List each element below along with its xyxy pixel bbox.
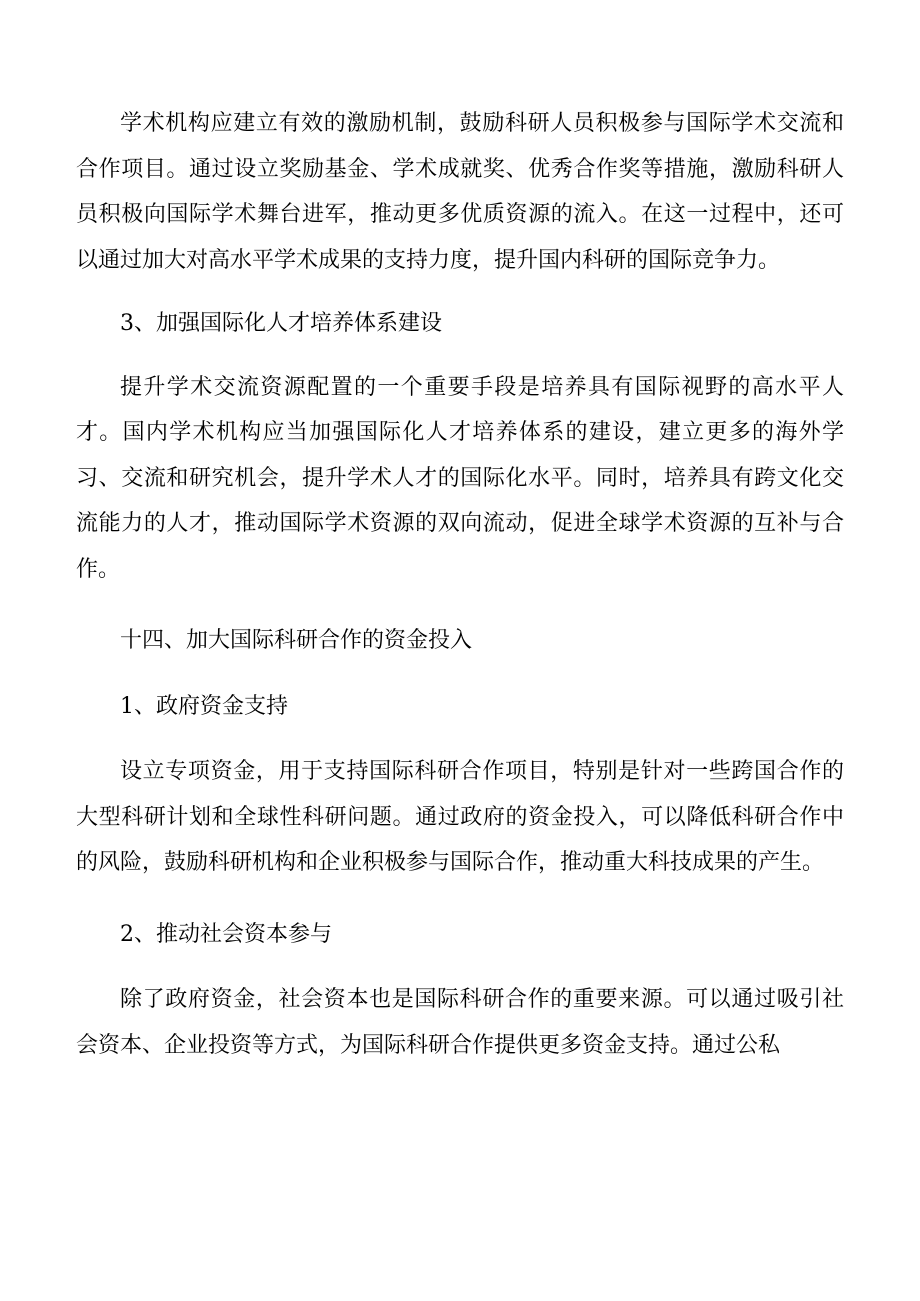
spacer (76, 592, 844, 618)
paragraph-academic-incentives: 学术机构应建立有效的激励机制，鼓励科研人员积极参与国际学术交流和合作项目。通过设立奖励基金、学术成就奖、优秀合作奖等措施，激励科研人员积极向国际学术舞台进军，推动更多优质资源的流入。在这一过程中，还可以通过加大对高水平学术成果的支持力度，提升国内科研的国际竞争力。 (76, 111, 844, 273)
heading-section-fourteen: 十四、加大国际科研合作的资金投入 (120, 628, 473, 653)
heading-international-talent-training: 3、加强国际化人才培养体系建设 (120, 311, 442, 336)
heading-government-funding: 1、政府资金支持 (120, 693, 288, 719)
paragraph-social-capital: 除了政府资金，社会资本也是国际科研合作的重要来源。可以通过吸引社会资本、企业投资等方式，为国际科研合作提供更多资金支持。通过公私 (76, 987, 844, 1058)
document-body (76, 101, 844, 1068)
spacer (76, 664, 844, 684)
spacer (76, 957, 844, 977)
paragraph-government-funding: 设立专项资金，用于支持国际科研合作项目，特别是针对一些跨国合作的大型科研计划和全球性科研问题。通过政府的资金投入，可以降低科研合作中的风险，鼓励科研机构和企业积极参与国际合作，推动重大科技成果的产生。 (76, 759, 844, 875)
spacer (76, 347, 844, 365)
spacer (76, 283, 844, 301)
heading-social-capital: 2、推动社会资本参与 (120, 921, 332, 947)
paragraph-talent-training: 提升学术交流资源配置的一个重要手段是培养具有国际视野的高水平人才。国内学术机构应当加强国际化人才培养体系的建设，建立更多的海外学习、交流和研究机会，提升学术人才的国际化水平。同时，培养具有跨文化交流能力的人才，推动国际学术资源的双向流动，促进全球学术资源的互补与合作。 (76, 374, 844, 582)
spacer (76, 729, 844, 749)
spacer (76, 886, 844, 912)
